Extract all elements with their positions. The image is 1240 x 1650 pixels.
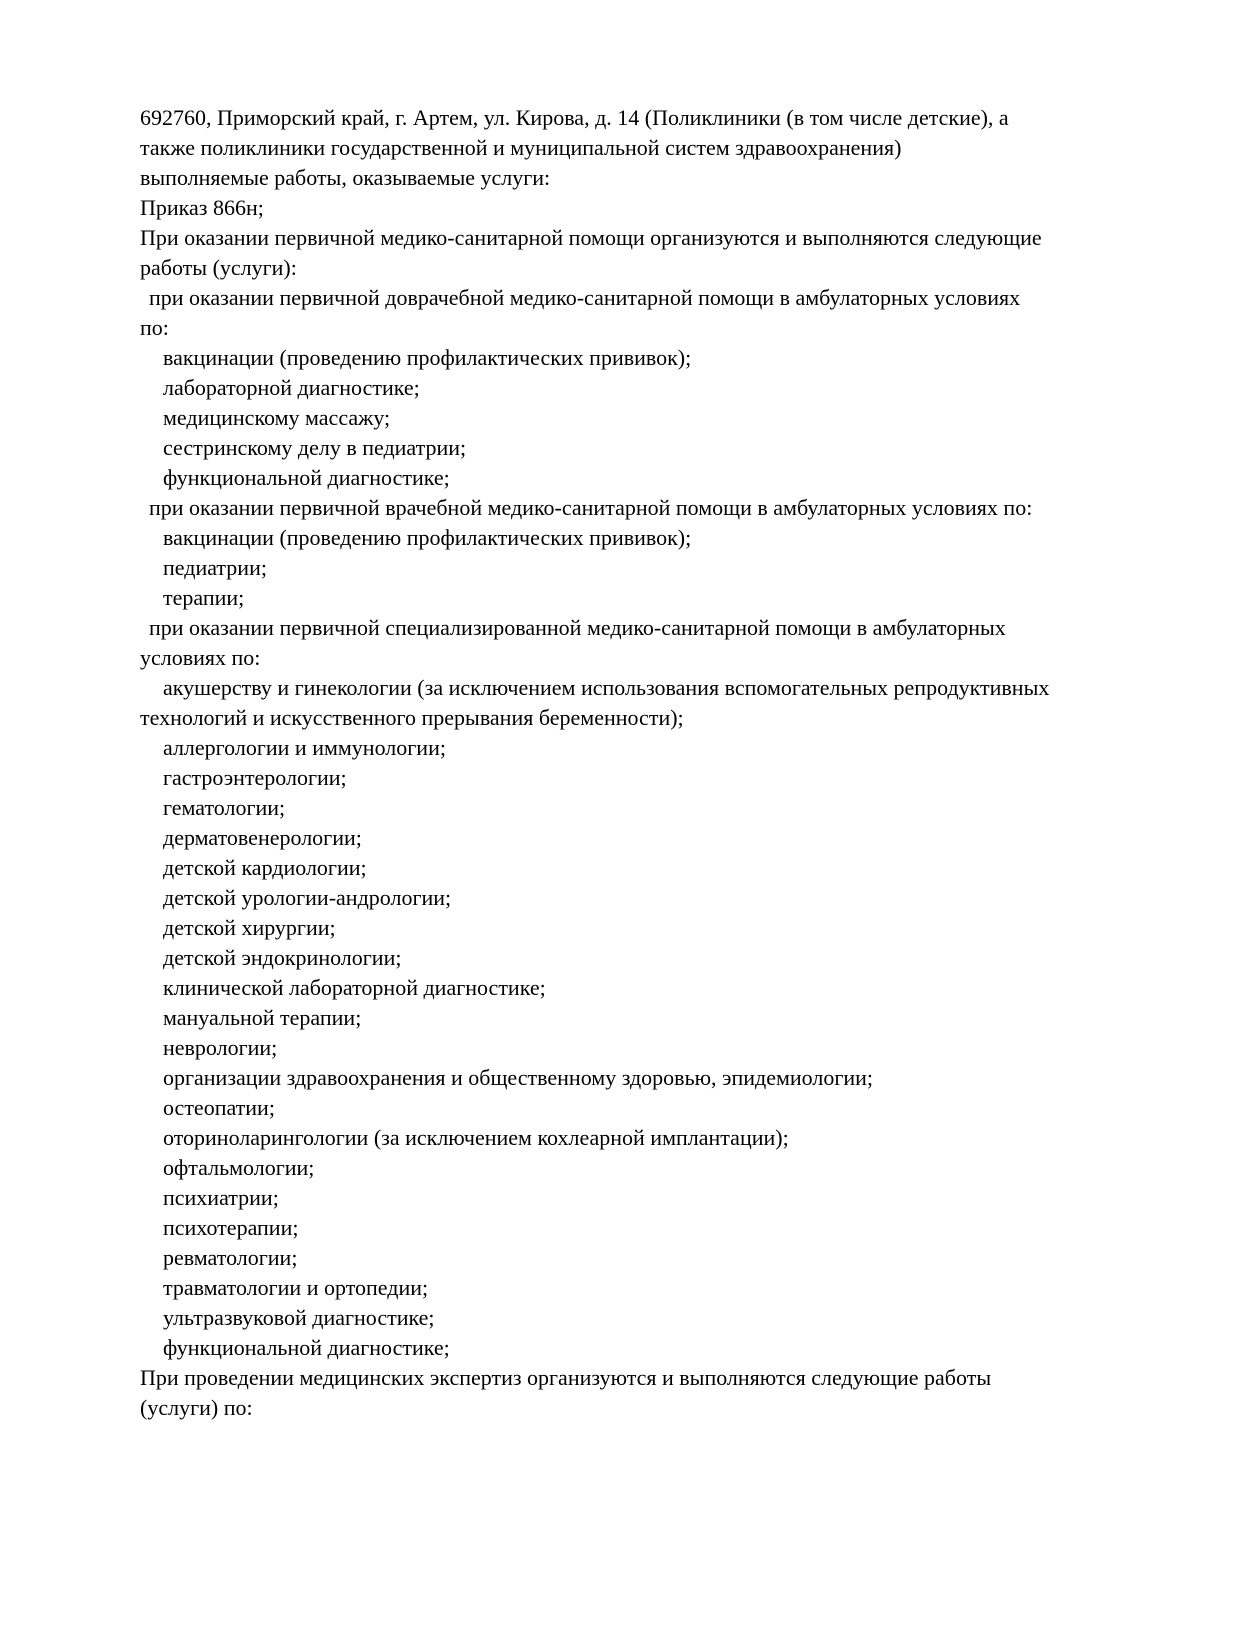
- text-line: лабораторной диагностике;: [163, 375, 420, 400]
- text-line: детской урологии-андрологии;: [163, 885, 452, 910]
- text-line: также поликлиники государственной и муниципальной систем здравоохранения): [140, 135, 902, 160]
- text-line: гематологии;: [163, 795, 286, 820]
- text-line: вакцинации (проведению профилактических прививок);: [163, 345, 692, 370]
- text-line: ультразвуковой диагностике;: [163, 1305, 435, 1330]
- document-text-block: [140, 103, 1180, 1423]
- text-line: при оказании первичной доврачебной медико-санитарной помощи в амбулаторных условиях: [149, 285, 1021, 310]
- text-line: психиатрии;: [163, 1185, 279, 1210]
- text-line: сестринскому делу в педиатрии;: [163, 435, 467, 460]
- text-line: технологий и искусственного прерывания беременности);: [140, 705, 684, 730]
- text-line: функциональной диагностике;: [163, 1335, 450, 1360]
- text-line: ревматологии;: [163, 1245, 298, 1270]
- text-line: травматологии и ортопедии;: [163, 1275, 429, 1300]
- text-line: работы (услуги):: [140, 255, 297, 280]
- text-line: медицинскому массажу;: [163, 405, 391, 430]
- text-line: детской кардиологии;: [163, 855, 367, 880]
- text-line: акушерству и гинекологии (за исключением использования вспомогательных репродуктивных: [163, 675, 1050, 700]
- text-line: гастроэнтерологии;: [163, 765, 347, 790]
- text-line: выполняемые работы, оказываемые услуги:: [140, 165, 551, 190]
- text-line: клинической лабораторной диагностике;: [163, 975, 546, 1000]
- text-line: при оказании первичной врачебной медико-санитарной помощи в амбулаторных условиях по:: [149, 495, 1033, 520]
- text-line: При оказании первичной медико-санитарной помощи организуются и выполняются следующие: [140, 225, 1042, 250]
- text-line: детской хирургии;: [163, 915, 336, 940]
- text-line: психотерапии;: [163, 1215, 299, 1240]
- text-line: остеопатии;: [163, 1095, 275, 1120]
- text-line: оториноларингологии (за исключением кохлеарной имплантации);: [163, 1125, 789, 1150]
- text-line: при оказании первичной специализированной медико-санитарной помощи в амбулаторных: [149, 615, 1006, 640]
- text-line: Приказ 866н;: [140, 195, 264, 220]
- text-line: офтальмологии;: [163, 1155, 315, 1180]
- text-line: дерматовенерологии;: [163, 825, 362, 850]
- text-line: детской эндокринологии;: [163, 945, 402, 970]
- text-line: функциональной диагностике;: [163, 465, 450, 490]
- text-line: неврологии;: [163, 1035, 278, 1060]
- text-line: При проведении медицинских экспертиз организуются и выполняются следующие работы: [140, 1365, 992, 1390]
- text-line: 692760, Приморский край, г. Артем, ул. Кирова, д. 14 (Поликлиники (в том числе детские), а: [140, 105, 1009, 130]
- text-line: вакцинации (проведению профилактических прививок);: [163, 525, 692, 550]
- text-line: организации здравоохранения и общественному здоровью, эпидемиологии;: [163, 1065, 874, 1090]
- text-line: условиях по:: [140, 645, 261, 670]
- text-line: (услуги) по:: [140, 1395, 253, 1420]
- text-line: по:: [140, 315, 169, 340]
- text-line: мануальной терапии;: [163, 1005, 362, 1030]
- text-line: аллергологии и иммунологии;: [163, 735, 446, 760]
- text-line: терапии;: [163, 585, 245, 610]
- text-line: педиатрии;: [163, 555, 267, 580]
